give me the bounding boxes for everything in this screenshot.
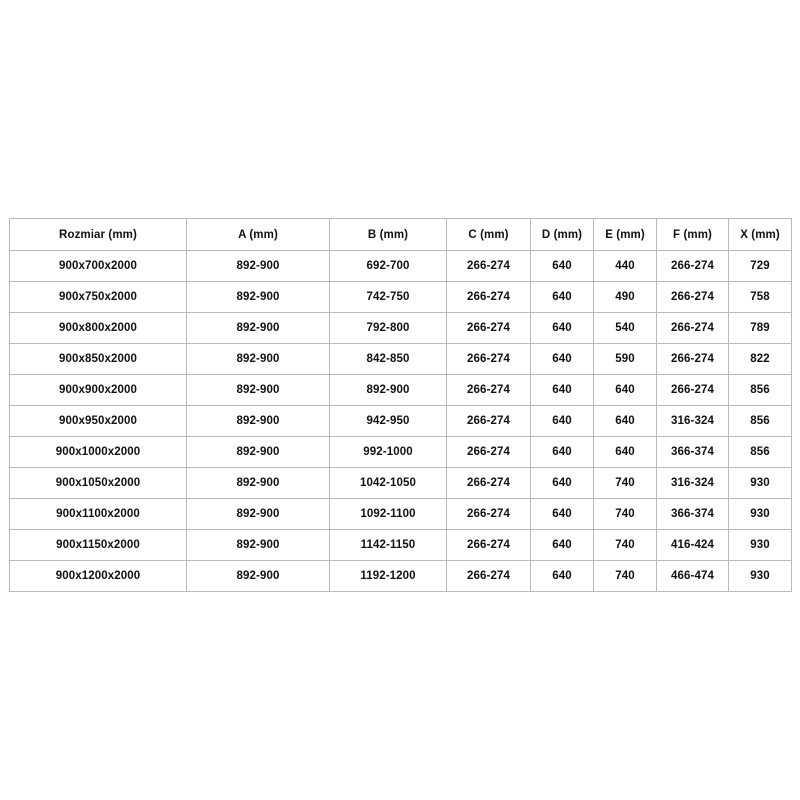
table-cell: 930	[729, 561, 792, 592]
table-cell: 266-274	[447, 313, 531, 344]
table-row	[10, 437, 792, 468]
table-cell: 466-474	[657, 561, 729, 592]
table-cell: 892-900	[187, 282, 330, 313]
table-cell: 266-274	[447, 375, 531, 406]
table-cell: 316-324	[657, 406, 729, 437]
column-header-0: Rozmiar (mm)	[10, 219, 187, 251]
table-cell: 266-274	[657, 313, 729, 344]
table-cell: 640	[594, 406, 657, 437]
row-size-label: 900x1150x2000	[10, 530, 187, 561]
table-cell: 729	[729, 251, 792, 282]
row-size-label: 900x1100x2000	[10, 499, 187, 530]
table-cell: 892-900	[187, 437, 330, 468]
table-row	[10, 468, 792, 499]
table-cell: 266-274	[447, 499, 531, 530]
row-size-label: 900x700x2000	[10, 251, 187, 282]
table-cell: 856	[729, 437, 792, 468]
table-cell: 316-324	[657, 468, 729, 499]
table-cell: 640	[531, 282, 594, 313]
table-row	[10, 530, 792, 561]
table-cell: 640	[594, 437, 657, 468]
table-cell: 266-274	[657, 282, 729, 313]
table-cell: 792-800	[330, 313, 447, 344]
column-header-6: F (mm)	[657, 219, 729, 251]
table-cell: 740	[594, 530, 657, 561]
row-size-label: 900x750x2000	[10, 282, 187, 313]
table-cell: 822	[729, 344, 792, 375]
table-cell: 856	[729, 375, 792, 406]
table-cell: 892-900	[187, 530, 330, 561]
table-cell: 266-274	[447, 282, 531, 313]
table-cell: 366-374	[657, 499, 729, 530]
specifications-table-container	[9, 218, 791, 592]
table-cell: 892-900	[187, 313, 330, 344]
specifications-table	[9, 218, 792, 592]
table-cell: 758	[729, 282, 792, 313]
table-row	[10, 344, 792, 375]
table-cell: 640	[531, 437, 594, 468]
table-row	[10, 406, 792, 437]
table-cell: 742-750	[330, 282, 447, 313]
table-cell: 266-274	[447, 344, 531, 375]
table-cell: 640	[531, 375, 594, 406]
table-cell: 1042-1050	[330, 468, 447, 499]
table-cell: 1142-1150	[330, 530, 447, 561]
table-cell: 640	[531, 406, 594, 437]
column-header-7: X (mm)	[729, 219, 792, 251]
table-cell: 692-700	[330, 251, 447, 282]
table-cell: 640	[531, 251, 594, 282]
column-header-3: C (mm)	[447, 219, 531, 251]
row-size-label: 900x1200x2000	[10, 561, 187, 592]
table-header	[10, 219, 792, 251]
table-cell: 640	[531, 499, 594, 530]
table-row	[10, 282, 792, 313]
table-cell: 740	[594, 499, 657, 530]
table-cell: 1192-1200	[330, 561, 447, 592]
table-cell: 540	[594, 313, 657, 344]
table-cell: 992-1000	[330, 437, 447, 468]
column-header-4: D (mm)	[531, 219, 594, 251]
table-row	[10, 375, 792, 406]
table-cell: 640	[531, 313, 594, 344]
table-cell: 842-850	[330, 344, 447, 375]
table-cell: 740	[594, 468, 657, 499]
table-cell: 266-274	[447, 437, 531, 468]
table-row	[10, 499, 792, 530]
table-cell: 942-950	[330, 406, 447, 437]
row-size-label: 900x850x2000	[10, 344, 187, 375]
table-cell: 490	[594, 282, 657, 313]
table-cell: 930	[729, 499, 792, 530]
table-cell: 892-900	[187, 375, 330, 406]
table-cell: 366-374	[657, 437, 729, 468]
table-cell: 892-900	[187, 344, 330, 375]
table-cell: 266-274	[447, 530, 531, 561]
table-cell: 640	[594, 375, 657, 406]
row-size-label: 900x950x2000	[10, 406, 187, 437]
table-cell: 640	[531, 468, 594, 499]
table-cell: 892-900	[330, 375, 447, 406]
table-cell: 640	[531, 344, 594, 375]
table-cell: 266-274	[657, 251, 729, 282]
column-header-2: B (mm)	[330, 219, 447, 251]
table-cell: 440	[594, 251, 657, 282]
table-row	[10, 313, 792, 344]
table-cell: 740	[594, 561, 657, 592]
row-size-label: 900x900x2000	[10, 375, 187, 406]
row-size-label: 900x1000x2000	[10, 437, 187, 468]
table-cell: 892-900	[187, 561, 330, 592]
table-cell: 266-274	[447, 251, 531, 282]
table-header-row	[10, 219, 792, 251]
table-cell: 416-424	[657, 530, 729, 561]
table-cell: 892-900	[187, 406, 330, 437]
table-cell: 640	[531, 561, 594, 592]
table-row	[10, 251, 792, 282]
table-cell: 266-274	[447, 406, 531, 437]
table-cell: 266-274	[657, 344, 729, 375]
table-cell: 590	[594, 344, 657, 375]
row-size-label: 900x800x2000	[10, 313, 187, 344]
table-cell: 930	[729, 530, 792, 561]
table-cell: 789	[729, 313, 792, 344]
column-header-5: E (mm)	[594, 219, 657, 251]
column-header-1: A (mm)	[187, 219, 330, 251]
table-cell: 1092-1100	[330, 499, 447, 530]
table-cell: 266-274	[447, 561, 531, 592]
table-row	[10, 561, 792, 592]
table-cell: 266-274	[657, 375, 729, 406]
table-cell: 266-274	[447, 468, 531, 499]
table-cell: 640	[531, 530, 594, 561]
table-cell: 892-900	[187, 499, 330, 530]
table-cell: 892-900	[187, 251, 330, 282]
table-body	[10, 251, 792, 592]
table-cell: 856	[729, 406, 792, 437]
table-cell: 892-900	[187, 468, 330, 499]
row-size-label: 900x1050x2000	[10, 468, 187, 499]
table-cell: 930	[729, 468, 792, 499]
